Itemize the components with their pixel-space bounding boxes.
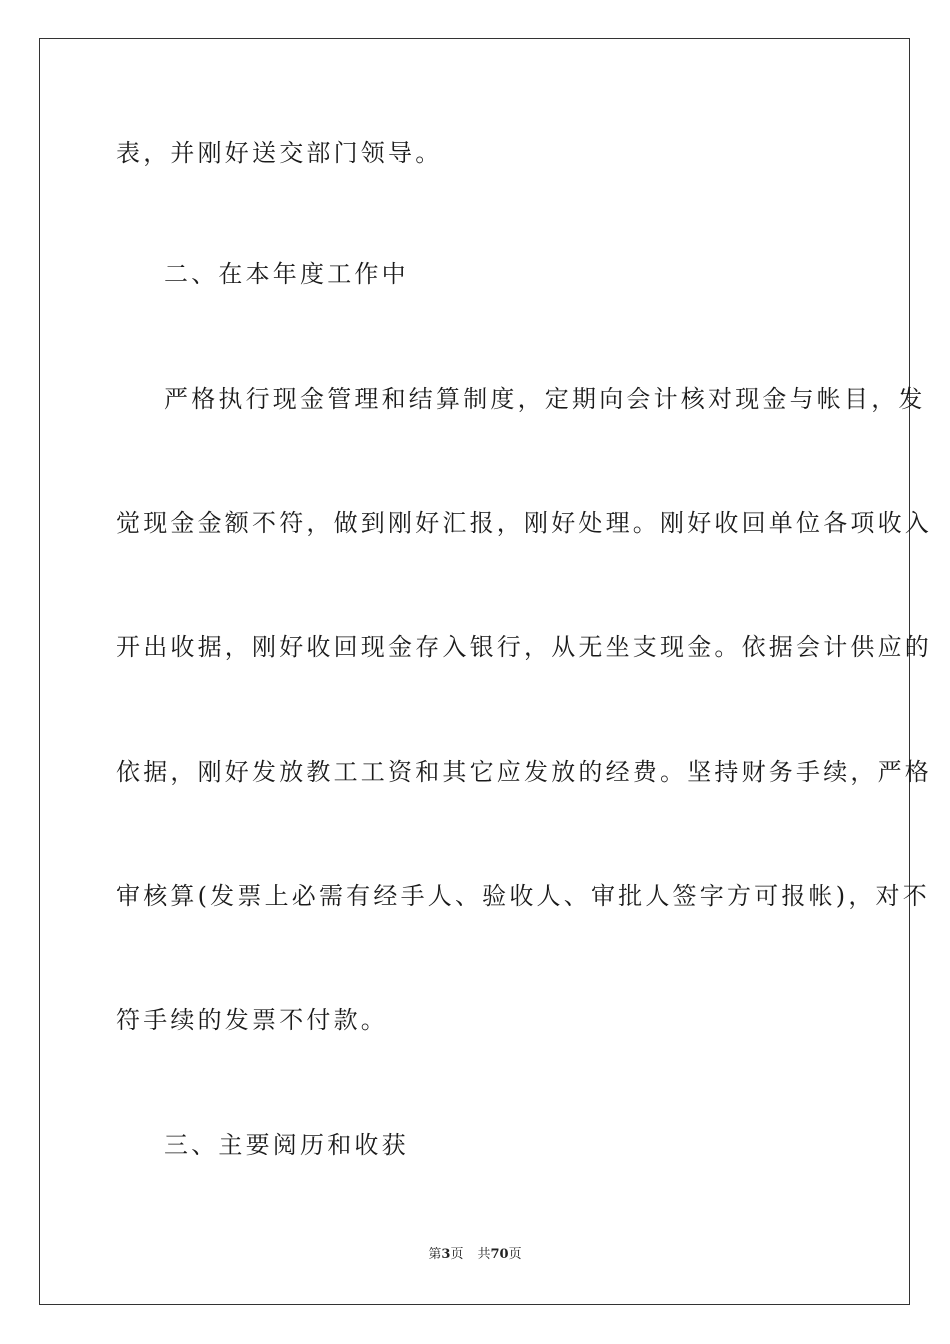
paragraph-line-6: 依据，刚好发放教工工资和其它应发放的经费。坚持财务手续，严格 xyxy=(116,758,932,786)
page-prefix: 第 xyxy=(428,1247,442,1262)
page-suffix: 页 xyxy=(450,1247,464,1262)
paragraph-line-8: 符手续的发票不付款。 xyxy=(116,1006,388,1034)
paragraph-line-3: 严格执行现金管理和结算制度，定期向会计核对现金与帐目，发 xyxy=(164,385,926,413)
paragraph-line-5: 开出收据，刚好收回现金存入银行，从无坐支现金。依据会计供应的 xyxy=(116,633,932,661)
total-pages: 70 xyxy=(490,1247,509,1262)
section-heading-3: 三、主要阅历和收获 xyxy=(164,1131,409,1159)
total-prefix: 共 xyxy=(477,1247,491,1262)
page-footer xyxy=(0,1247,950,1263)
page-frame xyxy=(39,38,932,1305)
paragraph-line-7: 审核算(发票上必需有经手人、验收人、审批人签字方可报帐)，对不 xyxy=(116,882,930,910)
page-number: 3 xyxy=(441,1247,451,1262)
paragraph-line-1: 表，并刚好送交部门领导。 xyxy=(116,139,443,167)
paragraph-line-4: 觉现金金额不符，做到刚好汇报，刚好处理。刚好收回单位各项收入 xyxy=(116,509,932,537)
section-heading-2: 二、在本年度工作中 xyxy=(164,260,409,288)
total-suffix: 页 xyxy=(508,1247,522,1262)
